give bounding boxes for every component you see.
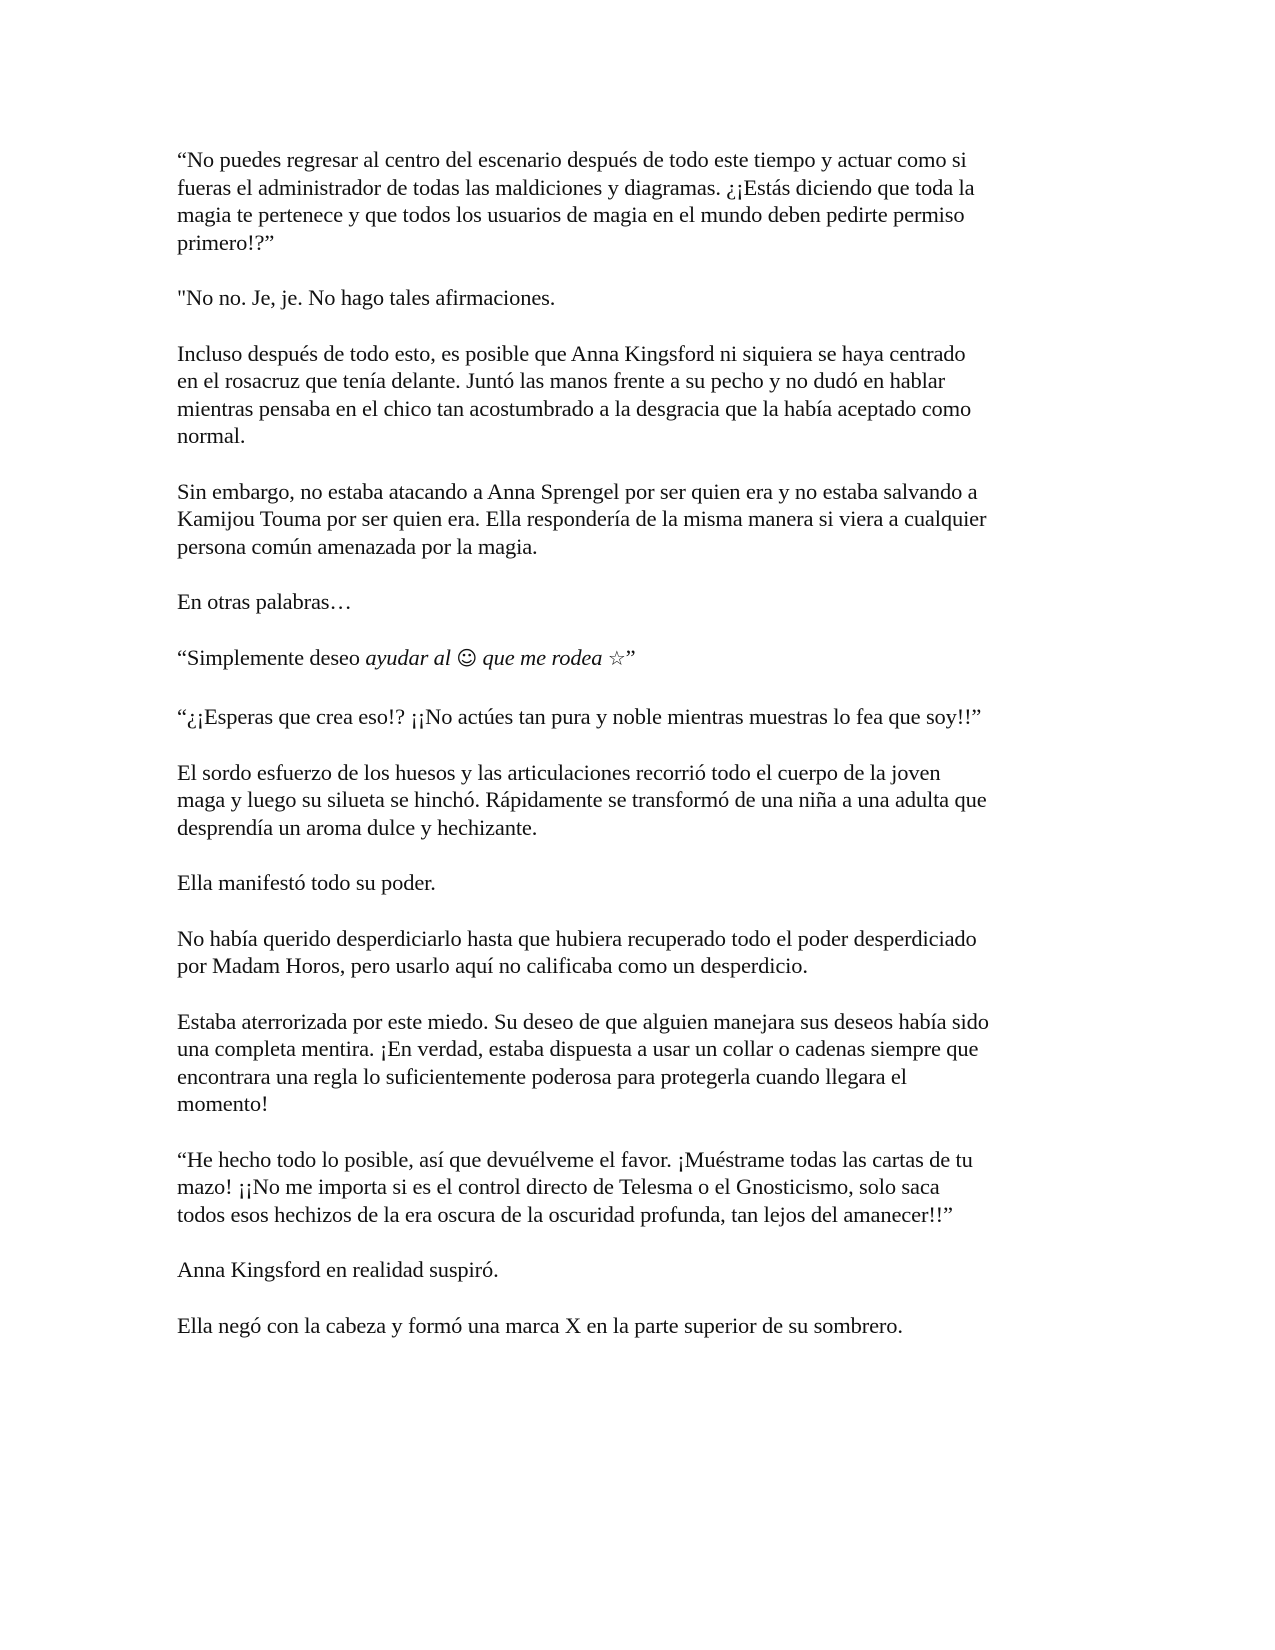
text-line: todos esos hechizos de la era oscura de la oscuridad profunda, tan lejos del amanecer!!” — [177, 1202, 953, 1227]
paragraph — [177, 1008, 1107, 1118]
text-line: mientras pensaba en el chico tan acostumbrado a la desgracia que la había aceptado como — [177, 395, 972, 421]
text-line: magia te pertenece y que todos los usuarios de magia en el mundo deben pedirte permiso — [177, 202, 965, 228]
paragraph — [177, 925, 1107, 980]
text-line: En otras palabras… — [177, 589, 352, 615]
text-line: Ella manifestó todo su poder. — [177, 870, 436, 896]
italic-text: ayudar al — [365, 644, 457, 670]
paragraph — [177, 869, 1107, 897]
text-line: Incluso después de todo esto, es posible que Anna Kingsford ni siquiera se haya centrado — [177, 340, 966, 366]
text-line: desprendía un aroma dulce y hechizante. — [177, 814, 538, 840]
text-line: persona común amenazada por la magia. — [177, 533, 538, 559]
paragraph — [177, 478, 1107, 561]
text-line: encontrara una regla lo suficientemente poderosa para protegerla cuando llegara el — [177, 1063, 907, 1089]
text-line: Ella negó con la cabeza y formó una marca X en la parte superior de su sombrero. — [177, 1312, 903, 1338]
paragraph — [177, 759, 1107, 842]
paragraph — [177, 146, 1107, 256]
text-line: mazo! ¡¡No me importa si es el control directo de Telesma o el Gnosticismo, solo saca — [177, 1174, 940, 1200]
text-line: Sin embargo, no estaba atacando a Anna Sprengel por ser quien era y no estaba salvando a — [177, 478, 978, 504]
text-line: “He hecho todo lo posible, así que devuélveme el favor. ¡Muéstrame todas las cartas de tu — [177, 1146, 973, 1172]
paragraph — [177, 703, 1107, 731]
quote-close-text: ” — [625, 644, 636, 670]
text-line: El sordo esfuerzo de los huesos y las articulaciones recorrió todo el cuerpo de la joven — [177, 759, 941, 785]
text-line: “¿¡Esperas que crea eso!? ¡¡No actúes tan pura y noble mientras muestras lo fea que soy!!” — [177, 704, 982, 730]
quote-paragraph — [177, 644, 1107, 673]
italic-text: que me rodea — [477, 644, 608, 670]
text-line: una completa mentira. ¡En verdad, estaba dispuesta a usar un collar o cadenas siempre que — [177, 1036, 979, 1062]
text-line: Estaba aterrorizada por este miedo. Su deseo de que alguien manejara sus deseos había sido — [177, 1008, 989, 1034]
text-line: "No no. Je, je. No hago tales afirmaciones. — [177, 285, 556, 311]
text-line: momento! — [177, 1091, 269, 1117]
paragraph — [177, 1312, 1107, 1340]
paragraph — [177, 284, 1107, 312]
paragraph — [177, 1256, 1107, 1284]
paragraph — [177, 588, 1107, 616]
paragraph — [177, 340, 1107, 450]
text-line: fueras el administrador de todas las maldiciones y diagramas. ¿¡Estás diciendo que toda la — [177, 174, 975, 200]
quote-open-text: “Simplemente deseo — [177, 644, 366, 670]
text-line: primero!?” — [177, 229, 275, 255]
text-line: por Madam Horos, pero usarlo aquí no calificaba como un desperdicio. — [177, 953, 808, 979]
text-line — [177, 644, 1107, 673]
text-line: No había querido desperdiciarlo hasta que hubiera recuperado todo el poder desperdiciado — [177, 925, 977, 951]
text-line: maga y luego su silueta se hinchó. Rápidamente se transformó de una niña a una adulta que — [177, 787, 987, 813]
text-line: normal. — [177, 423, 246, 449]
text-line: Kamijou Touma por ser quien era. Ella respondería de la misma manera si viera a cualquier — [177, 506, 987, 532]
text-line: Anna Kingsford en realidad suspiró. — [177, 1257, 499, 1283]
paragraph — [177, 1146, 1107, 1229]
smiley-icon: ☺ — [456, 645, 478, 670]
document-body — [177, 146, 1107, 1367]
text-line: en el rosacruz que tenía delante. Juntó las manos frente a su pecho y no dudó en hablar — [177, 368, 945, 394]
text-line: “No puedes regresar al centro del escenario después de todo este tiempo y actuar como si — [177, 147, 967, 172]
star-icon: ☆ — [607, 645, 626, 670]
